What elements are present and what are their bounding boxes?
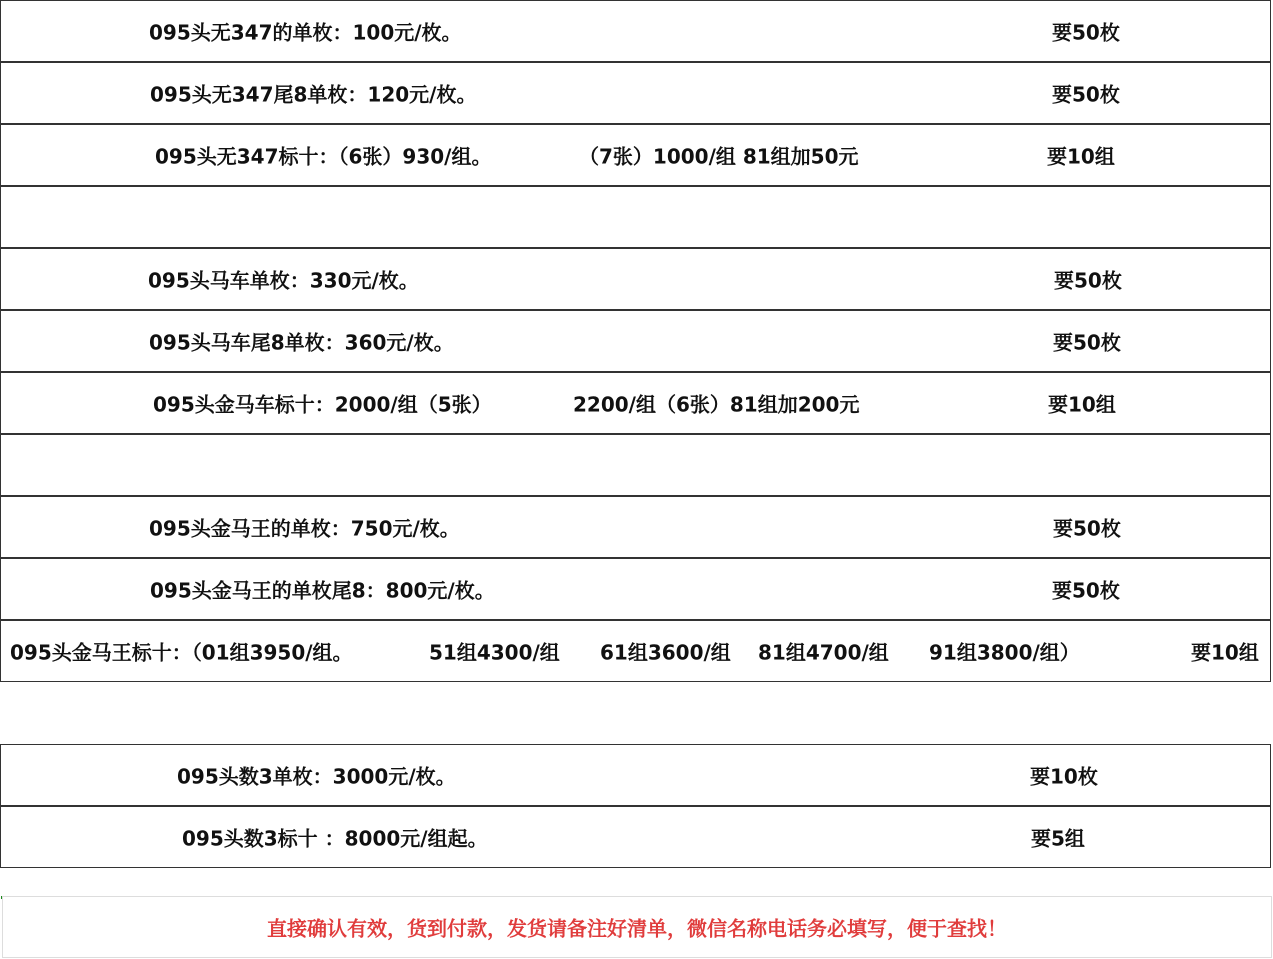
table-row: [0, 248, 1271, 310]
item-price-option: 2200/组（6张）81组加200元: [573, 392, 860, 417]
item-price-option: 61组3600/组: [600, 640, 731, 665]
item-price-option: （7张）1000/组 81组加50元: [579, 144, 859, 169]
required-quantity: 要10组: [1191, 640, 1259, 665]
required-quantity: 要10组: [1048, 392, 1116, 417]
item-description: 095头金马车标十：2000/组（5张）: [153, 392, 492, 417]
item-description: 095头无347标十：（6张）930/组。: [155, 144, 492, 169]
required-quantity: 要5组: [1031, 826, 1085, 851]
table-row: [0, 496, 1271, 558]
table-row: [0, 310, 1271, 372]
item-price-option: 51组4300/组: [429, 640, 560, 665]
notice-text: 直接确认有效，货到付款，发货请备注好清单，微信名称电话务必填写，便于查找！: [267, 916, 1007, 941]
required-quantity: 要50枚: [1054, 268, 1122, 293]
required-quantity: 要50枚: [1052, 20, 1120, 45]
item-description: 095头数3标十 ：8000元/组起。: [182, 826, 488, 851]
item-price-option: 91组3800/组）: [929, 640, 1080, 665]
table-row: [0, 62, 1271, 124]
item-description: 095头马车单枚：330元/枚。: [148, 268, 419, 293]
table-row: [0, 0, 1271, 62]
required-quantity: 要10组: [1047, 144, 1115, 169]
item-description: 095头无347尾8单枚：120元/枚。: [150, 82, 477, 107]
item-description: 095头数3单枚：3000元/枚。: [177, 764, 456, 789]
table-row: [0, 558, 1271, 620]
table-row: [0, 620, 1271, 682]
item-description: 095头金马王的单枚：750元/枚。: [149, 516, 460, 541]
required-quantity: 要50枚: [1052, 82, 1120, 107]
required-quantity: 要10枚: [1030, 764, 1098, 789]
required-quantity: 要50枚: [1053, 516, 1121, 541]
empty-row: [0, 186, 1271, 248]
empty-row: [0, 434, 1271, 496]
required-quantity: 要50枚: [1052, 578, 1120, 603]
table-row: [0, 124, 1271, 186]
notice-banner: [2, 896, 1272, 958]
table-row: [0, 372, 1271, 434]
item-price-option: 81组4700/组: [758, 640, 889, 665]
required-quantity: 要50枚: [1053, 330, 1121, 355]
item-description: 095头无347的单枚：100元/枚。: [149, 20, 462, 45]
table-row: [0, 806, 1271, 868]
item-description: 095头金马王标十：（01组3950/组。: [10, 640, 353, 665]
item-description: 095头马车尾8单枚：360元/枚。: [149, 330, 454, 355]
table-row: [0, 744, 1271, 806]
item-description: 095头金马王的单枚尾8：800元/枚。: [150, 578, 495, 603]
